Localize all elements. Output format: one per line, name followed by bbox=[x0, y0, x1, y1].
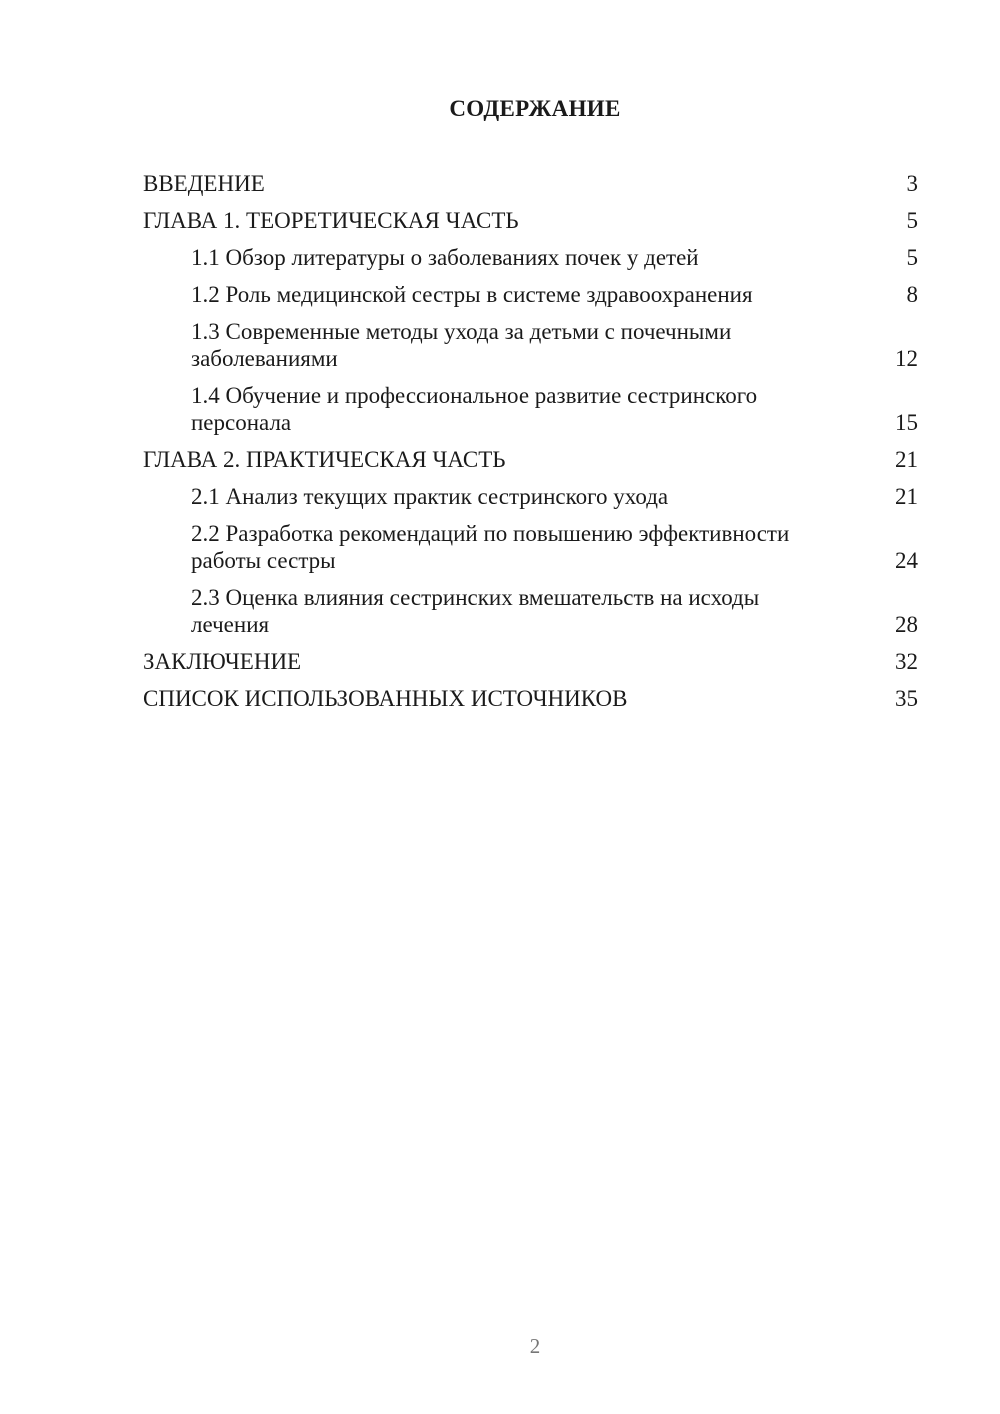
toc-entry-label: СПИСОК ИСПОЛЬЗОВАННЫХ ИСТОЧНИКОВ bbox=[143, 686, 628, 711]
toc-title: СОДЕРЖАНИЕ bbox=[449, 96, 621, 121]
toc-entry-page: 24 bbox=[895, 548, 918, 573]
toc-entry-label: 2.3 Оценка влияния сестринских вмешательств на исходы лечения bbox=[191, 585, 760, 637]
toc-entry-page: 28 bbox=[895, 612, 918, 637]
toc-entry-page: 8 bbox=[906, 282, 918, 307]
toc-entry-page: 35 bbox=[895, 686, 918, 711]
toc-entry-label: ГЛАВА 1. ТЕОРЕТИЧЕСКАЯ ЧАСТЬ bbox=[143, 208, 519, 233]
toc-entry bbox=[143, 584, 918, 638]
toc-entry bbox=[143, 446, 918, 473]
toc-entry bbox=[143, 281, 918, 308]
toc-entry-label: 1.2 Роль медицинской сестры в системе здравоохранения bbox=[191, 282, 753, 307]
toc-entry bbox=[143, 520, 918, 574]
toc-entry-label: ЗАКЛЮЧЕНИЕ bbox=[143, 649, 302, 674]
toc-entry bbox=[143, 170, 918, 197]
toc-entry-label: ВВЕДЕНИЕ bbox=[143, 171, 265, 196]
toc-entry-page: 3 bbox=[906, 171, 918, 196]
toc-entry-page: 15 bbox=[895, 410, 918, 435]
table-of-contents bbox=[143, 170, 918, 722]
toc-entry bbox=[143, 648, 918, 675]
toc-entry-page: 12 bbox=[895, 346, 918, 371]
page-number: 2 bbox=[529, 1334, 541, 1358]
toc-entry bbox=[143, 382, 918, 436]
toc-entry-label: 1.1 Обзор литературы о заболеваниях почек у детей bbox=[191, 245, 699, 270]
toc-entry bbox=[143, 483, 918, 510]
toc-entry-label: 1.3 Современные методы ухода за детьми с почечными заболеваниями bbox=[191, 319, 732, 371]
toc-entry-page: 32 bbox=[895, 649, 918, 674]
toc-entry-label: 2.2 Разработка рекомендаций по повышению эффективности работы сестры bbox=[191, 521, 790, 573]
toc-entry-label: 1.4 Обучение и профессиональное развитие сестринского персонала bbox=[191, 383, 758, 435]
toc-entry bbox=[143, 318, 918, 372]
toc-entry-label: ГЛАВА 2. ПРАКТИЧЕСКАЯ ЧАСТЬ bbox=[143, 447, 506, 472]
toc-entry-page: 5 bbox=[906, 245, 918, 270]
toc-entry bbox=[143, 207, 918, 234]
toc-entry-page: 21 bbox=[895, 484, 918, 509]
toc-entry bbox=[143, 685, 918, 712]
toc-entry bbox=[143, 244, 918, 271]
toc-entry-label: 2.1 Анализ текущих практик сестринского ухода bbox=[191, 484, 669, 509]
toc-entry-page: 5 bbox=[906, 208, 918, 233]
toc-entry-page: 21 bbox=[895, 447, 918, 472]
